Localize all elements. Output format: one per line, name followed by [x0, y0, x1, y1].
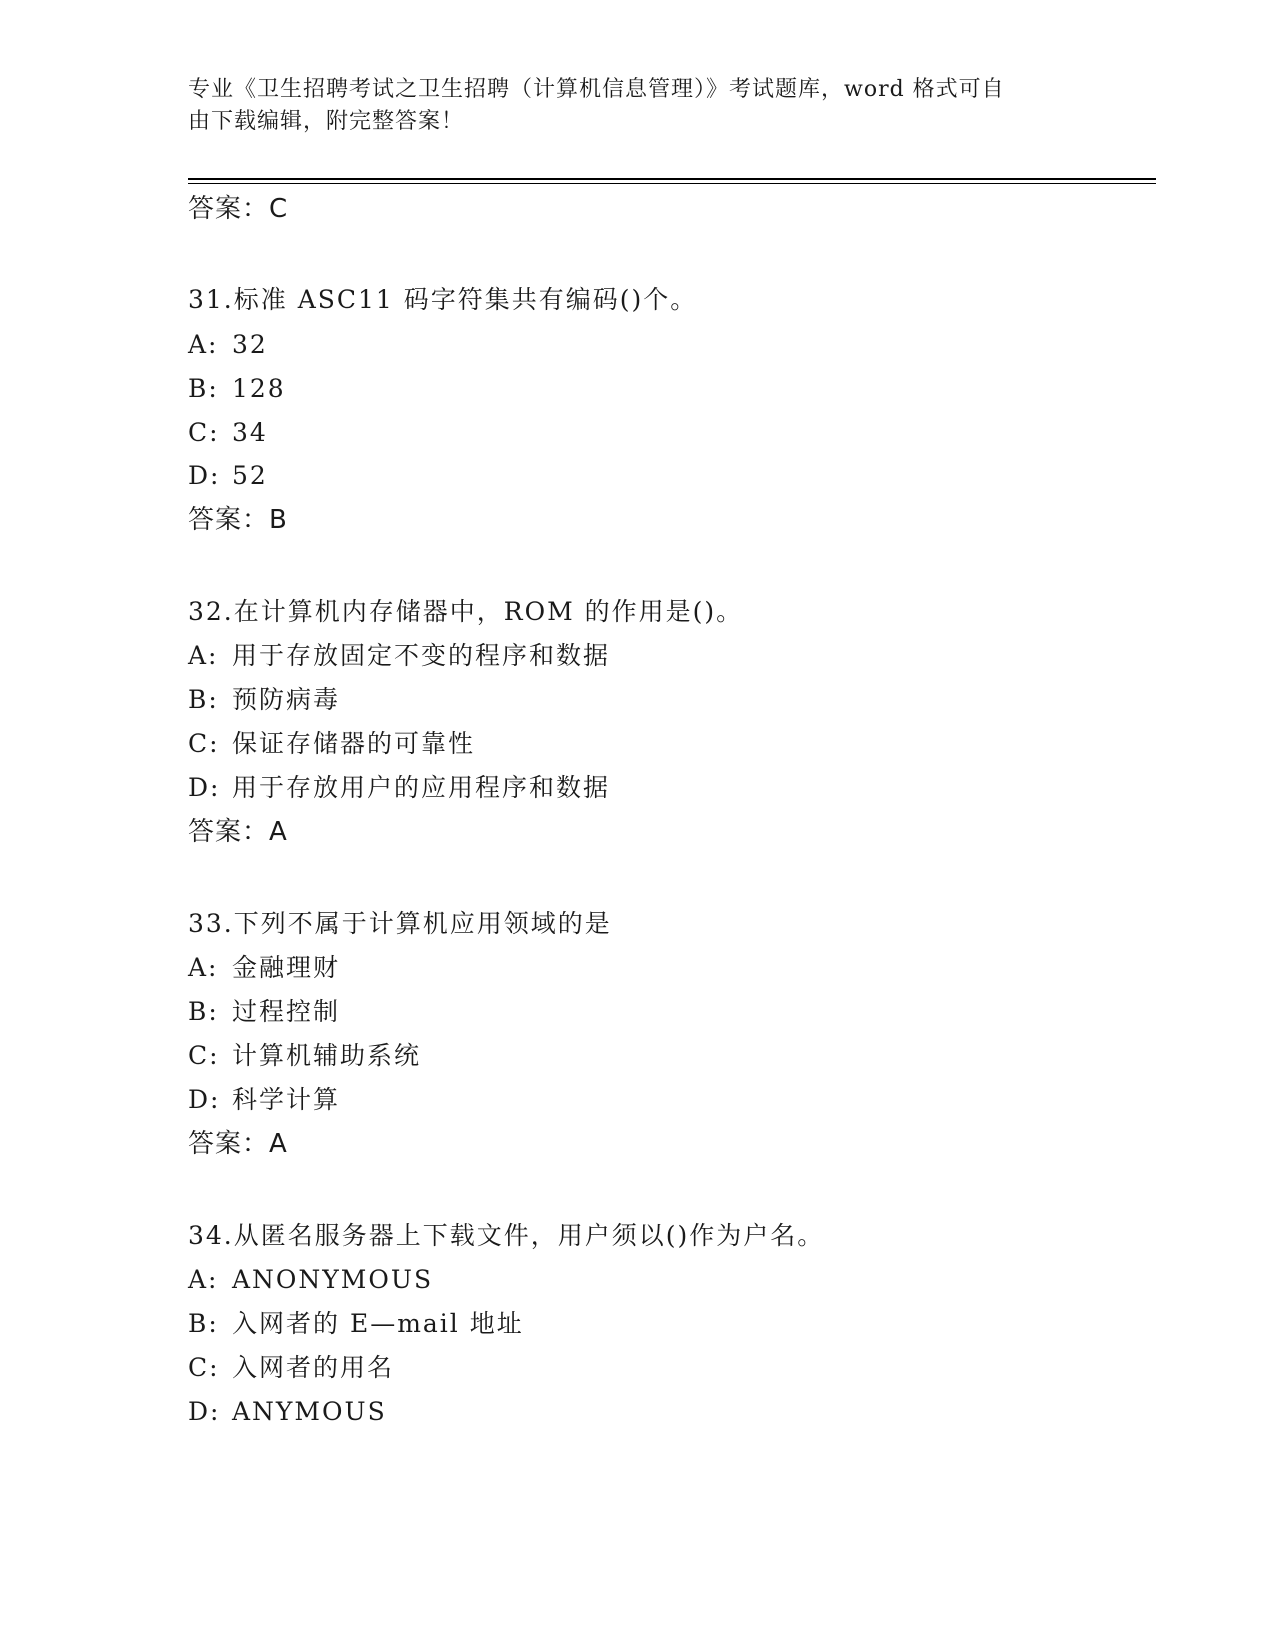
question-31-option-c [188, 418, 268, 448]
option-letter: C: [188, 729, 220, 758]
option-letter: C: [188, 1041, 220, 1070]
option-text: 34 [232, 418, 268, 447]
option-text: 用于存放用户的应用程序和数据 [232, 773, 611, 802]
option-letter: D: [188, 1397, 221, 1426]
header-divider-thin [188, 183, 1156, 184]
header-line-2: 由下载编辑，附完整答案！ [188, 109, 465, 134]
option-letter: D: [188, 461, 221, 490]
question-32-option-b [188, 685, 340, 715]
option-letter: A: [188, 1265, 219, 1294]
option-text: ANYMOUS [232, 1397, 387, 1426]
option-text: 入网者的用名 [232, 1353, 395, 1382]
option-letter: A: [188, 953, 219, 982]
question-33-option-c [188, 1041, 421, 1071]
question-31-stem: 31.标准 ASC11 码字符集共有编码()个。 [188, 285, 698, 314]
question-33-stem: 33.下列不属于计算机应用领域的是 [188, 909, 612, 938]
option-letter: C: [188, 1353, 220, 1382]
option-text: 计算机辅助系统 [232, 1041, 422, 1070]
question-31-option-b [188, 374, 286, 404]
option-letter: B: [188, 374, 219, 403]
option-text: 预防病毒 [232, 685, 341, 714]
option-text: 128 [232, 374, 286, 403]
question-33-option-d [188, 1085, 340, 1115]
option-letter: B: [188, 997, 219, 1026]
option-text: 用于存放固定不变的程序和数据 [232, 641, 611, 670]
question-31-option-d [188, 461, 268, 491]
question-33-option-b [188, 997, 340, 1027]
option-text: ANONYMOUS [232, 1265, 434, 1294]
option-letter: A: [188, 641, 219, 670]
question-34-option-c [188, 1353, 394, 1383]
question-32-option-d [188, 773, 610, 803]
document-header [188, 74, 1068, 138]
option-text: 保证存储器的可靠性 [232, 729, 476, 758]
question-32-stem: 32.在计算机内存储器中，ROM 的作用是()。 [188, 597, 744, 626]
option-text: 金融理财 [232, 953, 341, 982]
question-32-option-c [188, 729, 475, 759]
question-34-stem: 34.从匿名服务器上下载文件，用户须以()作为户名。 [188, 1221, 825, 1250]
option-text: 科学计算 [232, 1085, 341, 1114]
previous-answer: 答案：C [188, 194, 289, 224]
option-letter: C: [188, 418, 220, 447]
question-34-option-a [188, 1265, 433, 1295]
question-34-option-d [188, 1397, 387, 1427]
question-34-option-b [188, 1309, 524, 1339]
question-31-answer: 答案：B [188, 505, 288, 535]
option-text: 52 [232, 461, 268, 490]
option-letter: B: [188, 1309, 219, 1338]
option-letter: A: [188, 330, 219, 359]
option-text: 过程控制 [232, 997, 341, 1026]
option-text: 32 [232, 330, 268, 359]
question-33-option-a [188, 953, 340, 983]
question-32-answer: 答案：A [188, 817, 288, 847]
option-letter: D: [188, 773, 221, 802]
option-text: 入网者的 E—mail 地址 [232, 1309, 524, 1338]
option-letter: D: [188, 1085, 221, 1114]
question-33-answer: 答案：A [188, 1129, 288, 1159]
header-divider-thick [188, 178, 1156, 180]
question-31-option-a [188, 330, 268, 360]
header-line-1: 专业《卫生招聘考试之卫生招聘（计算机信息管理）》考试题库，word 格式可自 [188, 77, 1005, 102]
question-32-option-a [188, 641, 610, 671]
option-letter: B: [188, 685, 219, 714]
